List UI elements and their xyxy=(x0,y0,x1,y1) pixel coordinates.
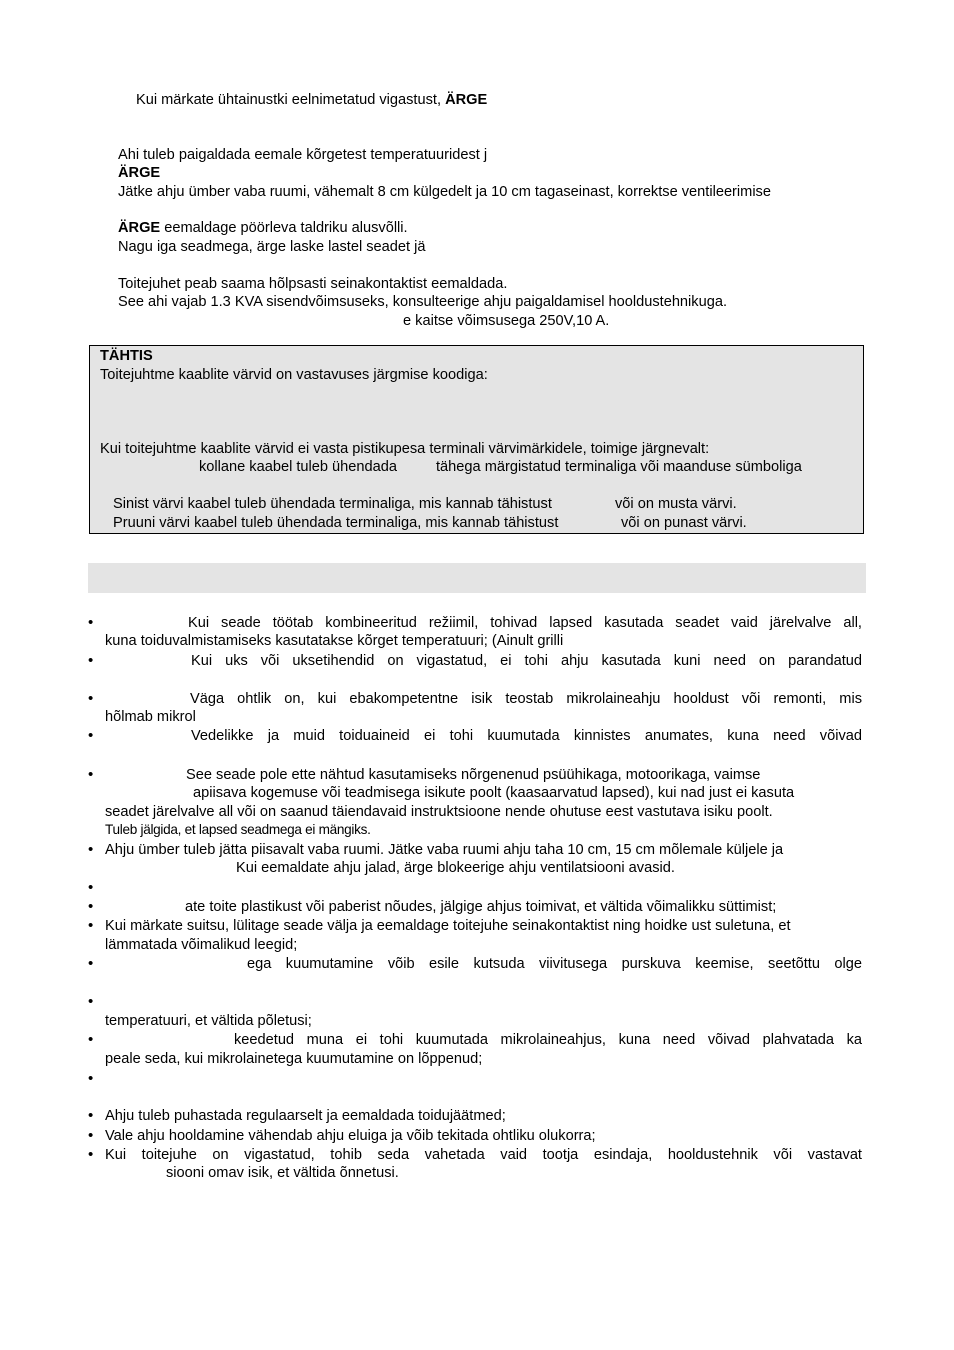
list-item-continuation: apiisava kogemuse või teadmisega isikute poolt (kaasaarvatud lapsed), kui nad just ei kasuta xyxy=(193,785,795,801)
list-item-continuation: hõlmab mikrol xyxy=(105,709,196,725)
shaft-line: ÄRGE eemaldage pöörleva taldriku alusvõlli. xyxy=(118,220,408,236)
bullet-icon: • xyxy=(88,1127,94,1144)
list-item: Kui uks või uksetihendid on vigastatud, ei tohi ahju kasutada kuni need on parandatud xyxy=(191,653,862,669)
list-item: ega kuumutamine võib esile kutsuda viivitusega purskuva keemise, seetõttu olge xyxy=(247,956,862,972)
list-item: Kui seade töötab kombineeritud režiimil, tohivad lapsed kasutada seadet vaid järelvalve all, xyxy=(188,615,862,631)
bullet-icon: • xyxy=(88,690,94,707)
children-line: Nagu iga seadmega, ärge laske lastel seadet jä xyxy=(118,239,426,255)
list-item: Vedelikke ja muid toiduaineid ei tohi kuumutada kinnistes anumates, kuna need võivad xyxy=(191,728,862,744)
list-item: keedetud muna ei tohi kuumutada mikrolaineahjus, kuna need võivad plahvatada ka xyxy=(234,1032,862,1048)
yellow-cable-line: kollane kaabel tuleb ühendada xyxy=(199,459,397,475)
power-cord-line: Toitejuhet peab saama hõlpsasti seinakontaktist eemaldada. xyxy=(118,276,508,292)
cable-colors-line: Toitejuhtme kaablite värvid on vastavuses järgmise koodiga: xyxy=(100,367,488,383)
blue-cable-color: või on musta värvi. xyxy=(615,496,737,512)
brown-cable-color: või on punast värvi. xyxy=(621,515,747,531)
list-item-continuation: kuna toiduvalmistamiseks kasutatakse kõrget temperatuuri; (Ainult grilli xyxy=(105,633,564,649)
bullet-icon: • xyxy=(88,614,94,631)
do-not-emphasis: ÄRGE xyxy=(118,165,161,181)
list-item: Vale ahju hooldamine vähendab ahju eluiga ja võib tekitada ohtliku olukorra; xyxy=(105,1128,596,1144)
list-item: Väga ohtlik on, kui ebakompetentne isik teostab mikrolaineahju hooldust või remonti, mis xyxy=(190,691,862,707)
bullet-icon: • xyxy=(88,955,94,972)
list-item-continuation: seadet järelvalve all või on saanud täiendavaid instruktsioone nende ohutuse eest vastutava isiku poolt. xyxy=(105,804,773,820)
yellow-cable-terminal: tähega märgistatud terminaliga või maanduse sümboliga xyxy=(436,459,802,475)
ventilation-line: Jätke ahju ümber vaba ruumi, vähemalt 8 cm külgedelt ja 10 cm tagaseinast, korrektse ventileerimise xyxy=(118,184,771,200)
list-item-continuation: temperatuuri, et vältida põletusi; xyxy=(105,1013,312,1029)
blue-cable-line: Sinist värvi kaabel tuleb ühendada terminaliga, mis kannab tähistust xyxy=(113,496,552,512)
list-item-continuation: peale seda, kui mikrolainetega kuumutamine on lõppenud; xyxy=(105,1051,483,1067)
bullet-icon: • xyxy=(88,841,94,858)
list-item: ate toite plastikust või paberist nõudes, jälgige ahjus toimivat, et vältida võimalikku süttimist; xyxy=(185,899,777,915)
bullet-icon: • xyxy=(88,1146,94,1163)
fuse-line: e kaitse võimsusega 250V,10 A. xyxy=(403,313,610,329)
bullet-icon: • xyxy=(88,898,94,915)
bullet-icon: • xyxy=(88,766,94,783)
bullet-icon: • xyxy=(88,1107,94,1124)
bullet-icon: • xyxy=(88,652,94,669)
brown-cable-line: Pruuni värvi kaabel tuleb ühendada terminaliga, mis kannab tähistust xyxy=(113,515,559,531)
do-not-emphasis: ÄRGE xyxy=(445,92,488,108)
power-input-line: See ahi vajab 1.3 KVA sisendvõimsuseks, konsulteerige ahju paigaldamisel hooldustehnikuga. xyxy=(118,294,727,310)
list-item-continuation: Tuleb jälgida, et lapsed seadmega ei mängiks. xyxy=(105,822,371,837)
list-item: Kui toitejuhe on vigastatud, tohib seda vahetada vaid tootja esindaja, hooldustehnik või vastavat xyxy=(105,1147,862,1163)
section-header-bar xyxy=(88,563,866,593)
bullet-icon: • xyxy=(88,993,94,1010)
important-title: TÄHTIS xyxy=(100,348,153,364)
list-item: Ahju tuleb puhastada regulaarselt ja eemaldada toidujäätmed; xyxy=(105,1108,506,1124)
bullet-icon: • xyxy=(88,727,94,744)
bullet-icon: • xyxy=(88,1031,94,1048)
list-item: Ahju ümber tuleb jätta piisavalt vaba ruumi. Jätke vaba ruumi ahju taha 10 cm, 15 cm mõlemale küljele ja xyxy=(105,842,784,858)
list-item-continuation: Kui eemaldate ahju jalad, ärge blokeerige ahju ventilatsiooni avasid. xyxy=(236,860,675,876)
list-item: See seade pole ette nähtud kasutamiseks nõrgenenud psüühikaga, motoorikaga, vaimse xyxy=(186,767,761,783)
warning-line: Kui märkate ühtainustki eelnimetatud vigastust, ÄRGE xyxy=(136,92,488,108)
install-line: Ahi tuleb paigaldada eemale kõrgetest temperatuuridest j xyxy=(118,147,488,163)
list-item-continuation: siooni omav isik, et vältida õnnetusi. xyxy=(166,1165,399,1181)
bullet-icon: • xyxy=(88,917,94,934)
do-not-emphasis: ÄRGE xyxy=(118,220,161,236)
bullet-icon: • xyxy=(88,1070,94,1087)
bullet-icon: • xyxy=(88,879,94,896)
list-item: Kui märkate suitsu, lülitage seade välja ja eemaldage toitejuhe seinakontaktist ning hoidke ust suletuna, et xyxy=(105,918,791,934)
list-item-continuation: lämmatada võimalikud leegid; xyxy=(105,937,298,953)
cable-mismatch-line: Kui toitejuhtme kaablite värvid ei vasta pistikupesa terminali värvimärkidele, toimige järgnevalt: xyxy=(100,441,710,457)
